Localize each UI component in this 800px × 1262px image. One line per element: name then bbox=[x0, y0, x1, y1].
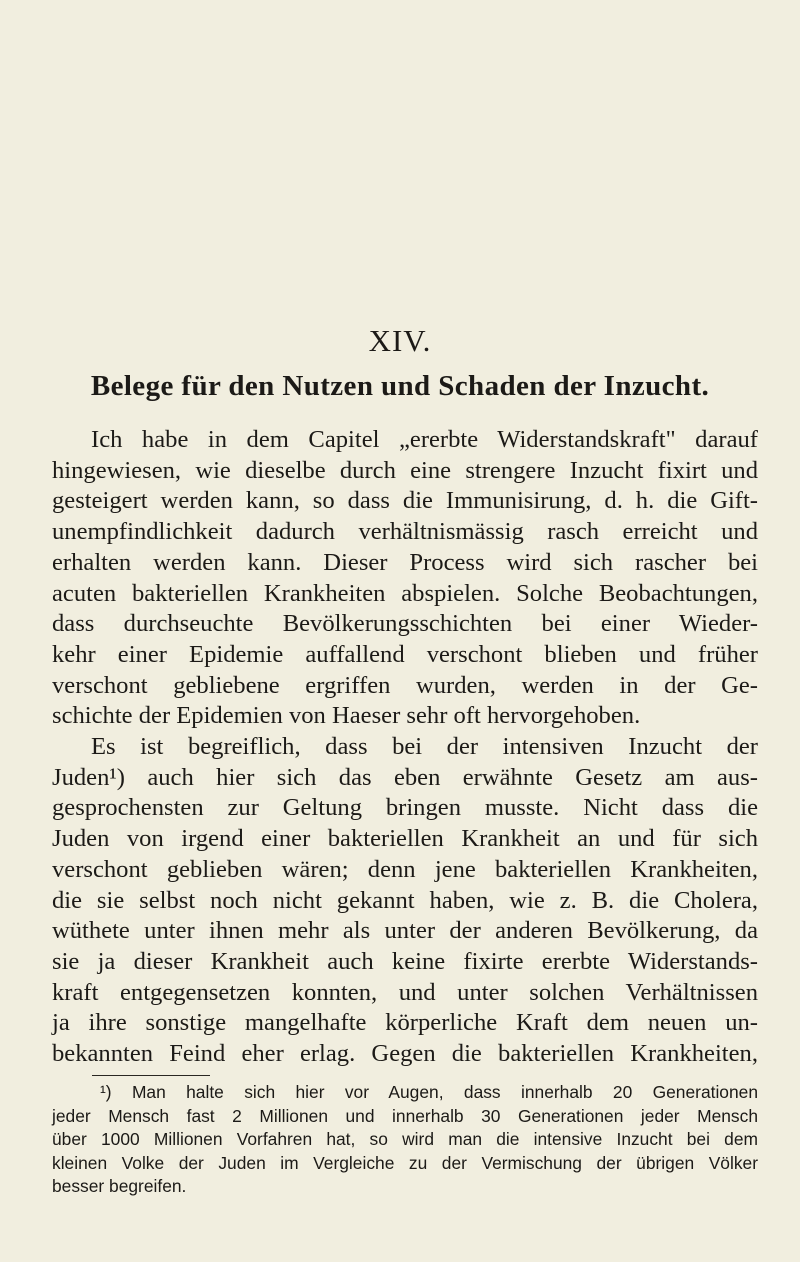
text-line: gesprochensten zur Geltung bringen musste. Nicht dass die bbox=[52, 794, 758, 822]
text-line: Es ist begreiflich, dass bei der intensiven Inzucht der bbox=[91, 733, 758, 761]
text-line: unempfindlichkeit dadurch verhältnismässig rasch erreicht und bbox=[52, 518, 758, 546]
text-line: dass durchseuchte Bevölkerungsschichten bei einer Wieder- bbox=[52, 610, 758, 638]
footnote bbox=[52, 1081, 758, 1199]
text-line: verschont geblieben wären; denn jene bakteriellen Krankheiten, bbox=[52, 855, 758, 883]
text-line: verschont gebliebene ergriffen wurden, werden in der Ge- bbox=[52, 671, 758, 699]
text-line: ja ihre sonstige mangelhafte körperliche Kraft dem neuen un- bbox=[52, 1009, 758, 1037]
text-line: erhalten werden kann. Dieser Process wird sich rascher bei bbox=[52, 548, 758, 576]
text-line: wüthete unter ihnen mehr als unter der anderen Bevölkerung, da bbox=[52, 917, 758, 945]
text-line: hingewiesen, wie dieselbe durch eine strengere Inzucht fixirt und bbox=[52, 456, 758, 484]
text-line: Juden von irgend einer bakteriellen Krankheit an und für sich bbox=[52, 825, 758, 853]
text-line: sie ja dieser Krankheit auch keine fixirte ererbte Widerstands- bbox=[52, 947, 758, 975]
footnote-line: kleinen Volke der Juden im Vergleiche zu der Vermischung der übrigen Völker bbox=[52, 1152, 758, 1173]
footnote-divider bbox=[92, 1075, 210, 1076]
text-line: schichte der Epidemien von Haeser sehr oft hervorgehoben. bbox=[52, 702, 641, 730]
text-line: Ich habe in dem Capitel „ererbte Widerstandskraft" darauf bbox=[91, 426, 758, 453]
text-line: acuten bakteriellen Krankheiten abspielen. Solche Beobachtungen, bbox=[52, 579, 758, 607]
text-line: bekannten Feind eher erlag. Gegen die bakteriellen Krankheiten, bbox=[52, 1040, 758, 1068]
footnote-line: über 1000 Millionen Vorfahren hat, so wird man die intensive Inzucht bei dem bbox=[52, 1129, 758, 1150]
chapter-title: Belege für den Nutzen und Schaden der Inzucht. bbox=[90, 370, 710, 402]
footnote-line: jeder Mensch fast 2 Millionen und innerhalb 30 Generationen jeder Mensch bbox=[52, 1105, 758, 1126]
text-line: Juden¹) auch hier sich das eben erwähnte Gesetz am aus- bbox=[52, 763, 758, 791]
text-line: die sie selbst noch nicht gekannt haben, wie z. B. die Cholera, bbox=[52, 886, 758, 914]
text-line: kraft entgegensetzen konnten, und unter solchen Verhältnissen bbox=[52, 978, 758, 1006]
chapter-number: XIV. bbox=[368, 323, 432, 358]
footnote-line: ¹) Man halte sich hier vor Augen, dass innerhalb 20 Generationen bbox=[100, 1082, 758, 1102]
text-line: gesteigert werden kann, so dass die Immunisirung, d. h. die Gift- bbox=[52, 487, 758, 515]
footnote-line: besser begreifen. bbox=[52, 1176, 187, 1197]
body-text bbox=[52, 425, 758, 1070]
text-line: kehr einer Epidemie auffallend verschont blieben und früher bbox=[52, 640, 758, 668]
